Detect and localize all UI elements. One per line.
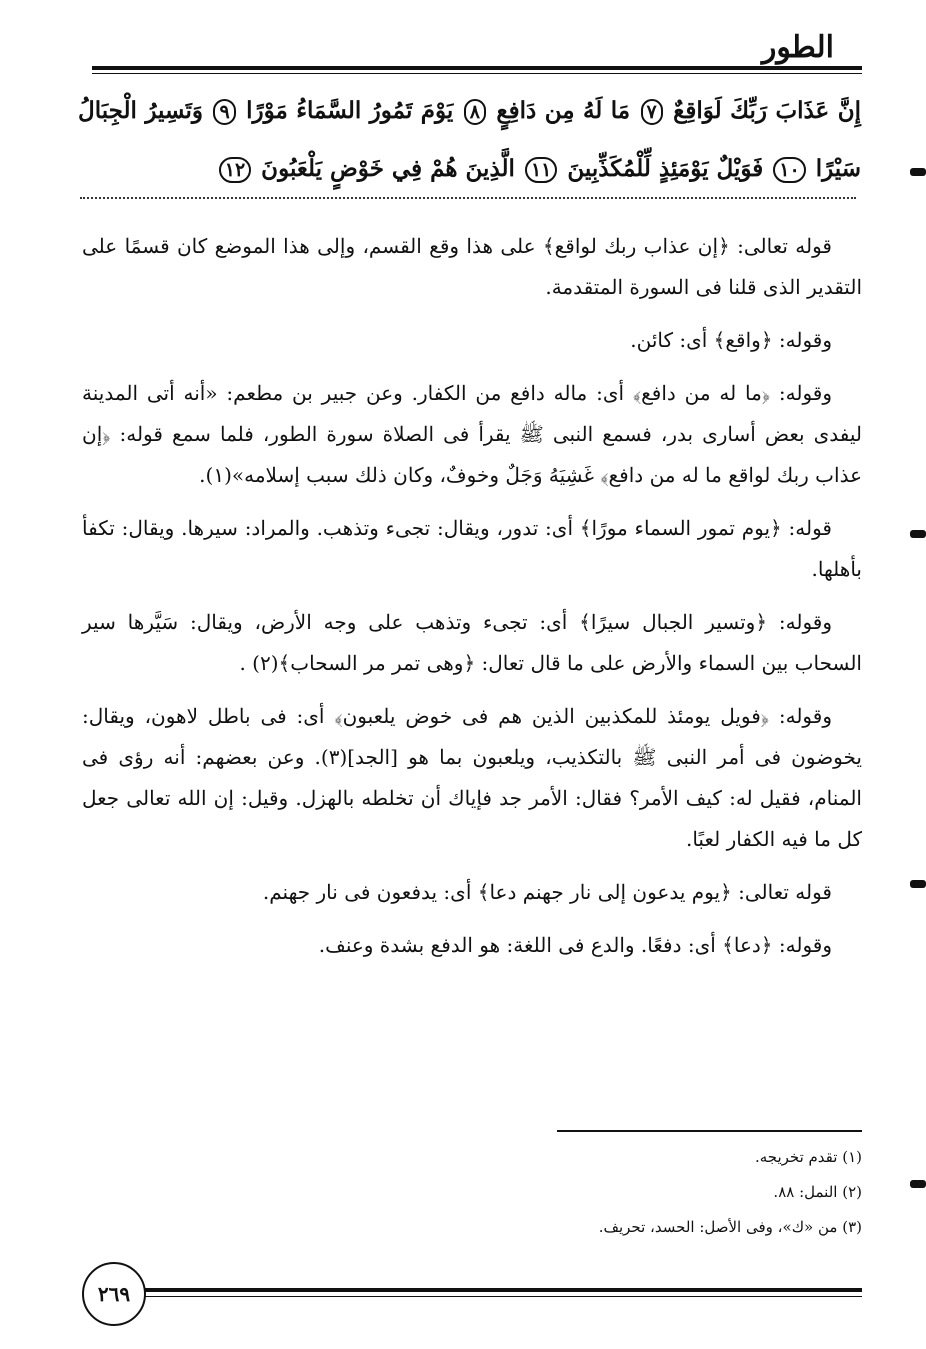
quran-verses: [78, 82, 861, 198]
commentary-paragraph: قوله تعالى: ﴿إن عذاب ربك لواقع﴾ على هذا وقع القسم، وإلى هذا الموضع كان قسمًا على التقدير الذى قلنا فى السورة المتقدمة.: [82, 234, 862, 299]
footer-rule-thick: [140, 1288, 862, 1292]
edge-mark: [910, 530, 926, 538]
footnote-rule: [557, 1130, 862, 1132]
edge-mark: [910, 1180, 926, 1188]
verse-text: الَّذِينَ هُمْ فِي خَوْضٍ يَلْعَبُونَ: [261, 155, 515, 182]
footnote: (٣) من «ك»، وفى الأصل: الحسد، تحريف.: [598, 1218, 862, 1236]
verse-text: إِنَّ عَذَابَ رَبِّكَ لَوَاقِعٌ: [673, 97, 861, 124]
commentary-paragraph: وقوله: ﴿دعا﴾ أى: دفعًا. والدع فى اللغة: هو الدفع بشدة وعنف.: [318, 933, 832, 957]
footer-rule-thin: [140, 1296, 862, 1297]
edge-mark: [910, 168, 926, 176]
surah-title: الطور: [761, 30, 834, 65]
commentary-paragraph: قوله: ﴿يوم تمور السماء مورًا﴾ أى: تدور، ويقال: تجىء وتذهب. والمراد: سيرها. ويقال: تكفأ بأهلها.: [82, 516, 862, 581]
verse-number-marker: ١١: [525, 157, 557, 183]
verse-number-marker: ٩: [213, 99, 235, 125]
header-rule-thin: [92, 73, 862, 74]
footnote: (٢) النمل: ٨٨.: [773, 1183, 862, 1201]
footnotes: [82, 1140, 862, 1245]
verse-number-marker: ٨: [464, 99, 486, 125]
footnote: (١) تقدم تخريجه.: [754, 1148, 862, 1166]
verse-number-marker: ١٠: [773, 157, 805, 183]
header-rule-thick: [92, 66, 862, 70]
verse-number-marker: ١٢: [219, 157, 251, 183]
verses-separator: [80, 197, 856, 199]
verse-number-marker: ٧: [641, 99, 663, 125]
commentary-paragraph: وقوله: ﴿وتسير الجبال سيرًا﴾ أى: تجىء وتذهب على وجه الأرض، ويقال: سَيَّرها سير السحاب بين السماء والأرض على ما قال تعال: ﴿وهى تمر مر السحاب﴾(٢) .: [82, 610, 862, 675]
commentary-paragraph: قوله تعالى: ﴿يوم يدعون إلى نار جهنم دعا﴾ أى: يدفعون فى نار جهنم.: [262, 880, 832, 904]
commentary-paragraph: وقوله: ﴿واقع﴾ أى: كائن.: [630, 328, 832, 352]
verse-text: وَتَسِيرُ الْجِبَالُ سَيْرًا: [78, 97, 861, 182]
commentary-paragraph: وقوله: ﴿فويل يومئذ للمكذبين الذين هم فى خوض يلعبون﴾ أى: فى باطل لاهون، ويقال: يخوضون فى أمر النبى ﷺ بالتكذيب، ويلعبون بما هو [الجد](٣). وعن بعضهم: أنه رؤى فى المنام، فقيل له: كيف الأمر؟ فقال: الأمر جد فإياك أن تخلطه بالهزل. وقيل: إن الله تعالى جعل كل ما فيه الكفار لعبًا.: [82, 704, 862, 851]
commentary-paragraph: وقوله: ﴿ما له من دافع﴾ أى: ماله دافع من الكفار. وعن جبير بن مطعم: «أنه أتى المدينة ليفدى بعض أسارى بدر، فسمع النبى ﷺ يقرأ فى الصلاة سورة الطور، فلما سمع قوله: ﴿إن عذاب ربك لواقع ما له من دافع﴾ غَشِيَهُ وَجَلٌ وخوفٌ، وكان ذلك سبب إسلامه»(١).: [82, 381, 862, 487]
commentary-body: [82, 226, 862, 978]
page-number: ٢٦٩: [82, 1262, 146, 1326]
verse-text: مَا لَهُ مِن دَافِعٍ: [496, 97, 631, 124]
verse-text: يَوْمَ تَمُورُ السَّمَاءُ مَوْرًا: [246, 97, 454, 124]
edge-mark: [910, 880, 926, 888]
verse-text: فَوَيْلٌ يَوْمَئِذٍ لِّلْمُكَذِّبِينَ: [567, 155, 764, 182]
